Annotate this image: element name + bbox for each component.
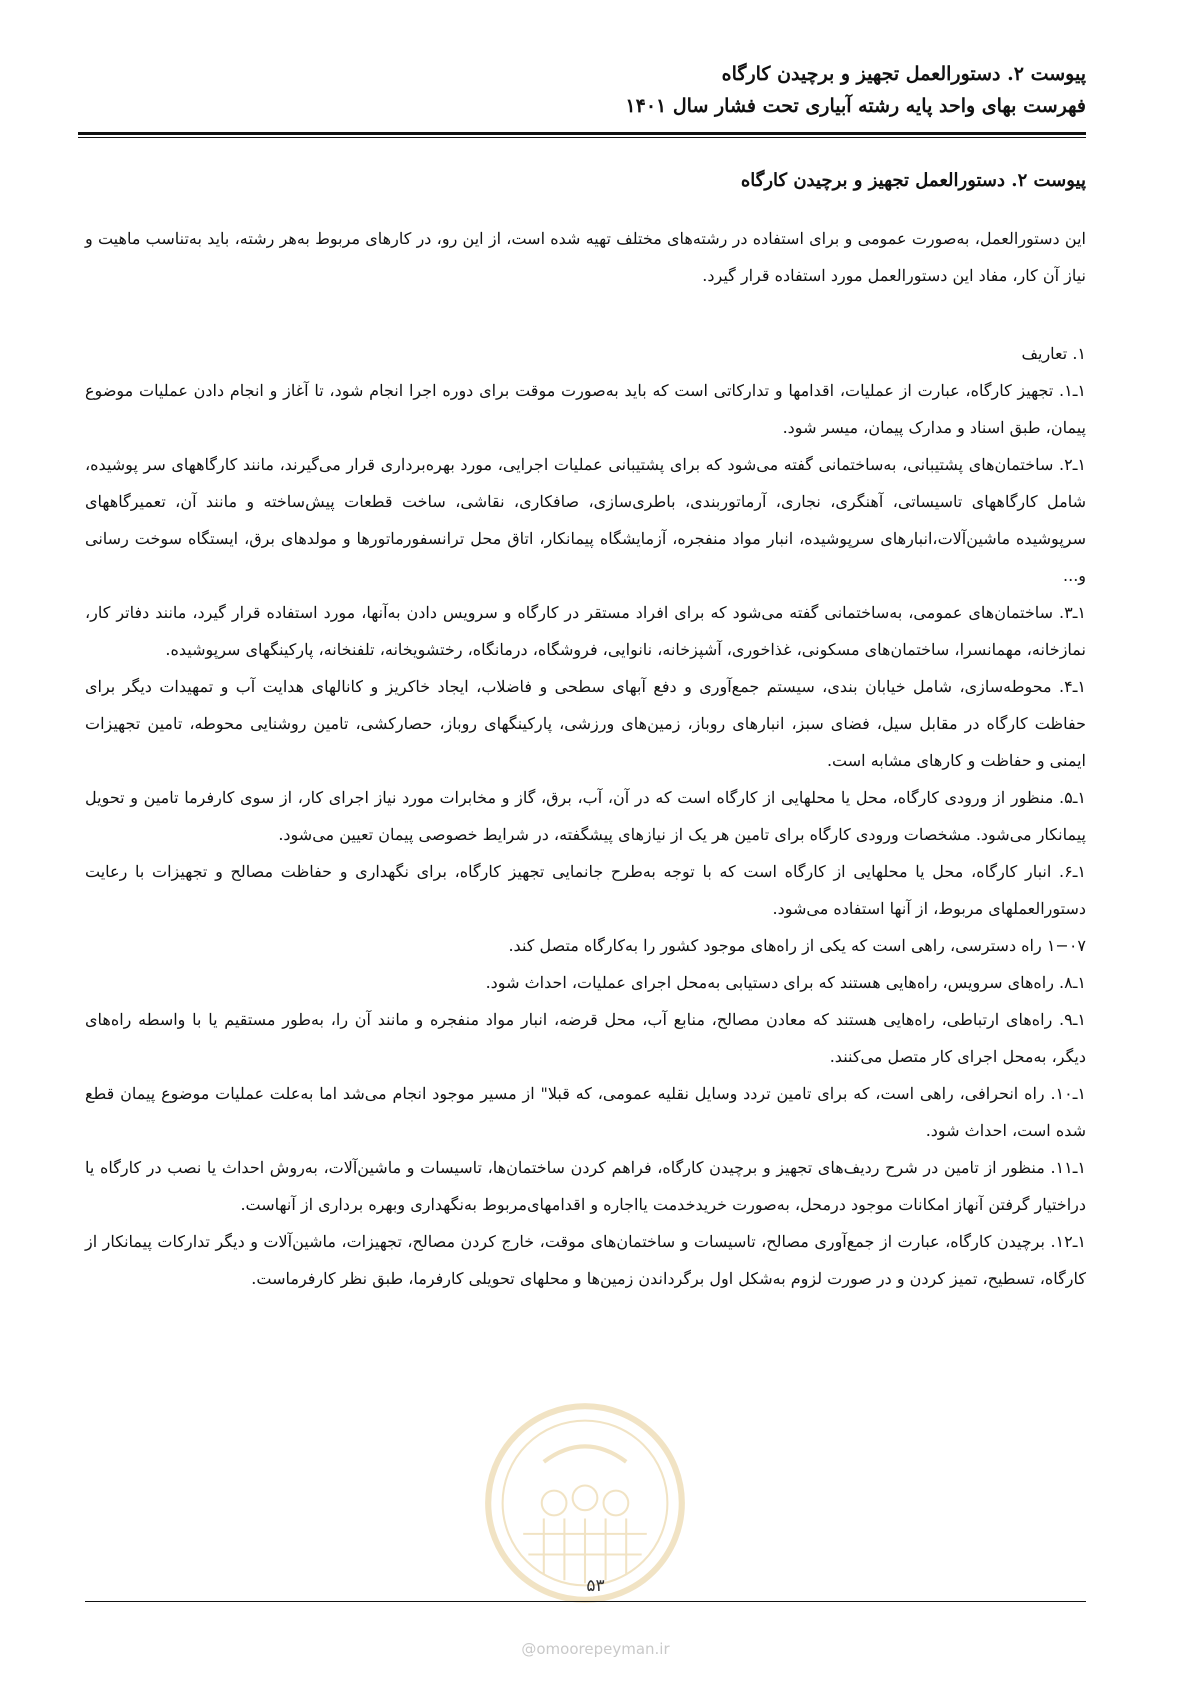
definition-item: ۱ـ۵. منظور از ورودی کارگاه، محل یا محلهایی از کارگاه است که در آن، آب، برق، گاز و مخابرات مورد نیاز اجرای کار، از سوی کارفرما تامین و تحویل پیمانکار می‌شود. مشخصات ورودی کارگاه برای تامین هر یک از نیازهای پیشگفته، در شرایط خصوصی پیمان تعیین می‌شود. — [85, 788, 1086, 844]
definition-item: ۱−۰۷ راه دسترسی، راهی است که یکی از راه‌های موجود کشور را به‌کارگاه متصل کند. — [508, 936, 1086, 955]
definition-item: ۱ـ۸. راه‌های سرویس، راه‌هایی هستند که برای دستیابی به‌محل اجرای عملیات، احداث شود. — [485, 973, 1086, 992]
header-title: پیوست ۲. دستورالعمل تجهیز و برچیدن کارگاه — [721, 63, 1086, 85]
definition-item: ۱ـ۱. تجهیز کارگاه، عبارت از عملیات، اقدامها و تدارکاتی است که باید به‌صورت موقت برای دوره اجرا انجام شود، تا آغاز و انجام دادن عملیات موضوع پیمان، طبق اسناد و مدارک پیمان، میسر شود. — [85, 381, 1086, 437]
page-number: ۵۳ — [586, 1576, 605, 1596]
document-body — [85, 220, 1086, 1297]
definition-item: ۱ـ۱۲. برچیدن کارگاه، عبارت از جمع‌آوری مصالح، تاسیسات و ساختمان‌های موقت، خارج کردن مصالح، تجهیزات، ماشین‌آلات و دیگر تدارکات پیمانکار از کارگاه، تسطیح، تمیز کردن و در صورت لزوم به‌شکل اول برگرداندن زمین‌ها و محلهای تحویلی کارفرما، طبق نظر کارفرماست. — [85, 1232, 1086, 1288]
running-header — [78, 58, 1086, 122]
definition-item: ۱ـ۱۱. منظور از تامین در شرح ردیف‌های تجهیز و برچیدن کارگاه، فراهم کردن ساختمان‌ها، تاسیسات و ماشین‌آلات، به‌روش احداث یا نصب در کارگاه یا دراختیار گرفتن آنهاز امکانات موجود درمحل، به‌صورت خریدخدمت یااجاره و اقدامهای‌مربوط به‌نگهداری وبهره برداری از آنهاست. — [85, 1158, 1086, 1214]
definition-item: ۱ـ۳. ساختمان‌های عمومی، به‌ساختمانی گفته می‌شود که برای افراد مستقر در کارگاه و سرویس دادن به‌آنها، مورد استفاده قرار گیرد، مانند دفاتر کار، نمازخانه، مهمانسرا، ساختمان‌های مسکونی، غذاخوری، آشپزخانه، نانوایی، فروشگاه، درمانگاه، رختشویخانه، تلفنخانه، پارکینگهای سرپوشیده. — [85, 603, 1086, 659]
header-rule-thin — [78, 137, 1086, 138]
footer-rule — [85, 1601, 1086, 1602]
definition-item: ۱ـ۱۰. راه انحرافی، راهی است، که برای تامین تردد وسایل نقلیه عمومی، که قبلا" از مسیر موجود انجام می‌شد اما به‌علت عملیات موضوع پیمان قطع شده است، احداث شود. — [85, 1084, 1086, 1140]
section-title: پیوست ۲. دستورالعمل تجهیز و برچیدن کارگاه — [740, 170, 1086, 191]
header-subtitle: فهرست بهای واحد پایه رشته آبیاری تحت فشار سال ۱۴۰۱ — [625, 95, 1086, 117]
definition-item: ۱ـ۲. ساختمان‌های پشتیبانی، به‌ساختمانی گفته می‌شود که برای پشتیبانی عملیات اجرایی، مورد بهره‌برداری قرار می‌گیرند، مانند کارگاههای سر پوشیده، شامل کارگاههای تاسیساتی، آهنگری، نجاری، آرماتوربندی، باطری‌سازی، صافکاری، نقاشی، ساخت قطعات پیش‌ساخته و مانند آن، تعمیرگاههای سرپوشیده ماشین‌آلات،انبارهای سرپوشیده، انبار مواد منفجره، آزمایشگاه پیمانکار، اتاق محل ترانسفورماتورها و مولدهای برق، ایستگاه سوخت رسانی و... — [85, 455, 1087, 585]
intro-paragraph: این دستورالعمل، به‌صورت عمومی و برای استفاده در رشته‌های مختلف تهیه شده است، از این رو، در کارهای مربوط به‌هر رشته، باید به‌تناسب ماهیت و نیاز آن کار، مفاد این دستورالعمل مورد استفاده قرار گیرد. — [85, 229, 1086, 285]
definitions-heading: ۱. تعاریف — [1021, 344, 1086, 363]
header-rule-thick — [78, 132, 1086, 135]
definition-item: ۱ـ۴. محوطه‌سازی، شامل خیابان بندی، سیستم جمع‌آوری و دفع آبهای سطحی و فاضلاب، ایجاد خاکریز و کانالهای هدایت آب و تمهیدات دیگر برای حفاظت کارگاه در مقابل سیل، فضای سبز، انبارهای روباز، زمین‌های ورزشی، پارکینگهای روباز، حصارکشی، تامین روشنایی محوطه، تامین تجهیزات ایمنی و حفاظت و کارهای مشابه است. — [85, 677, 1086, 770]
definition-item: ۱ـ۶. انبار کارگاه، محل یا محلهایی از کارگاه است که با توجه به‌طرح جانمایی تجهیز کارگاه، برای نگهداری و حفاظت مصالح و تجهیزات با رعایت دستورالعملهای مربوط، از آنها استفاده می‌شود. — [85, 862, 1086, 918]
definition-item: ۱ـ۹. راه‌های ارتباطی، راه‌هایی هستند که معادن مصالح، منابع آب، محل قرضه، انبار مواد منفجره و مانند آن را، به‌طور مستقیم یا با واسطه راه‌های دیگر، به‌محل اجرای کار متصل می‌کنند. — [85, 1010, 1086, 1066]
watermark-website: @omoorepeyman.ir — [521, 1640, 670, 1658]
